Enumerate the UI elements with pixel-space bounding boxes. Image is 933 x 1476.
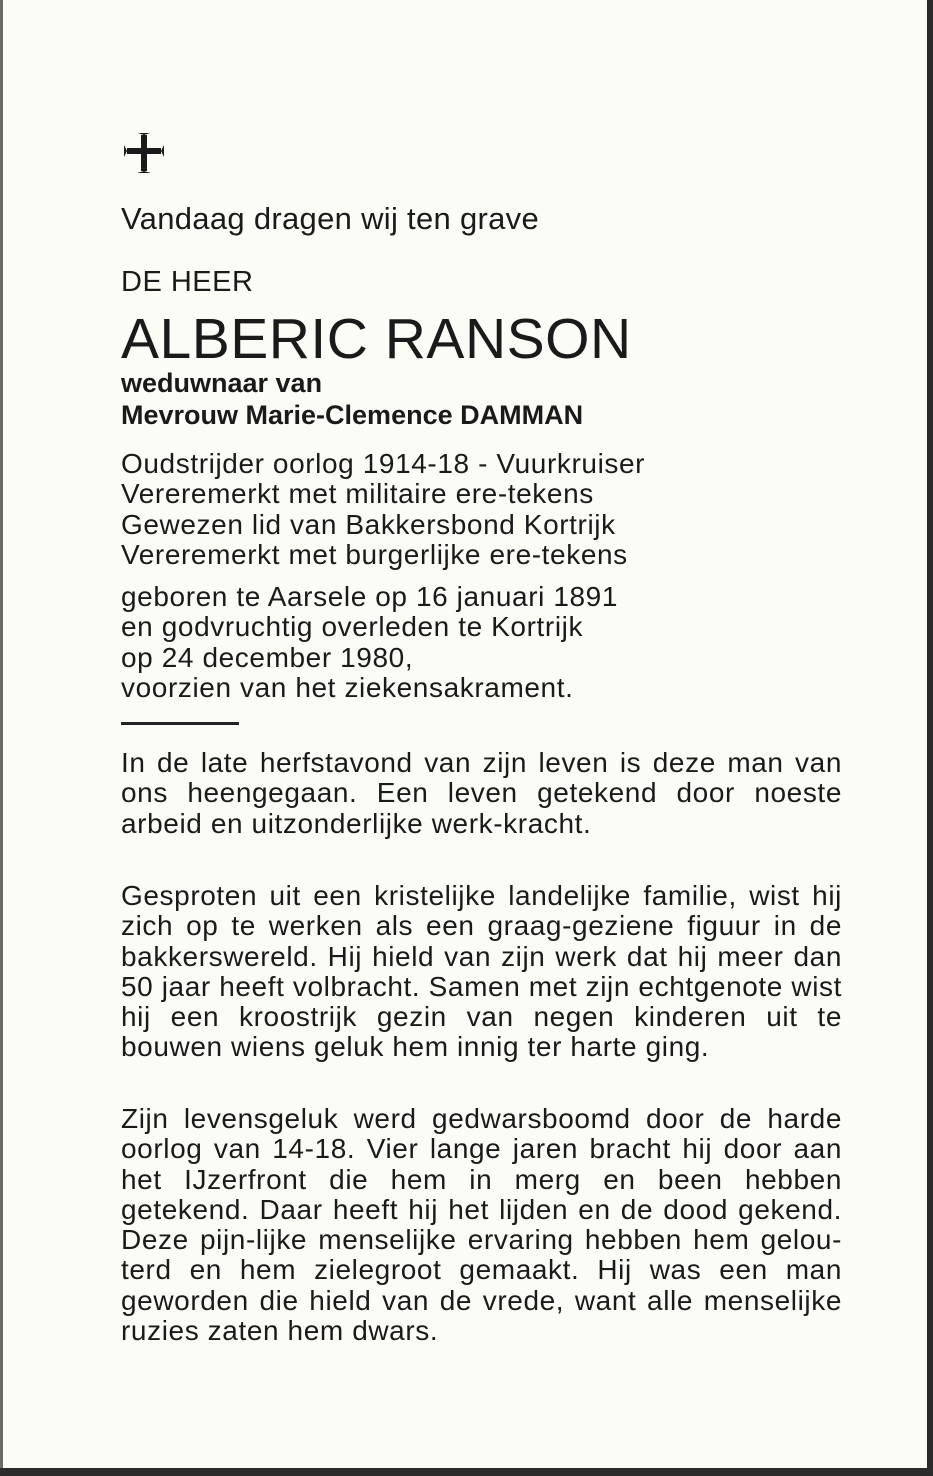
title-line: Vereremerkt met burgerlijke ere-tekens — [121, 538, 628, 570]
birth-death-info — [121, 582, 847, 703]
paragraph: In de late herfstavond van zijn leven is deze man van ons heengegaan. Een leven getekend door noeste arbeid en uitzonderlijke werk-kracht. — [121, 747, 842, 839]
titles-list — [121, 449, 847, 570]
card-edge-right — [927, 0, 933, 1476]
birth-death-line: voorzien van het ziekensakrament. — [121, 671, 574, 703]
honorific: DE HEER — [121, 266, 254, 298]
divider — [121, 722, 239, 725]
title-line: Gewezen lid van Bakkersbond Kortrijk — [121, 508, 616, 540]
birth-death-line: en godvruchtig overleden te Kortrijk — [121, 611, 584, 643]
birth-death-line: geboren te Aarsele op 16 januari 1891 — [121, 581, 619, 612]
intro-text: Vandaag dragen wij ten grave — [121, 201, 539, 236]
birth-death-line: op 24 december 1980, — [121, 641, 414, 673]
paragraph: Gesproten uit een kristelijke landelijke familie, wist hij zich op te werken als een graag-geziene figuur in de bakkerswereld. Hij hield van zijn werk dat hij meer dan 50 jaar heeft volbracht. Samen met zijn echtgenote wist hij een kroostrijk gezin van negen kinderen uit te bouwen wiens geluk hem innig ter harte ging. — [121, 880, 842, 1063]
spouse-name: Mevrouw Marie-Clemence DAMMAN — [121, 400, 584, 430]
title-line: Vereremerkt met militaire ere-tekens — [121, 478, 594, 510]
title-line: Oudstrijder oorlog 1914-18 - Vuurkruiser — [121, 448, 646, 479]
card-edge-left — [0, 0, 3, 1476]
card-edge-bottom — [0, 1468, 933, 1476]
widow-label: weduwnaar van — [121, 368, 323, 398]
deceased-name: ALBERIC RANSON — [121, 307, 632, 371]
paragraph: Zijn levensgeluk werd gedwarsboomd door de harde oorlog van 14-18. Vier lange jaren bracht hij door aan het IJzerfront die hem in merg en been hebben getekend. Daar heeft hij het lijden en de dood gekend. Deze pijn-lijke menselijke ervaring hebben hem gelou-terd en hem zielegroot gemaakt. Hij was een man geworden die hield van de vrede, want alle menselijke ruzies zaten hem dwars. — [121, 1103, 842, 1347]
cross-icon — [124, 133, 164, 173]
